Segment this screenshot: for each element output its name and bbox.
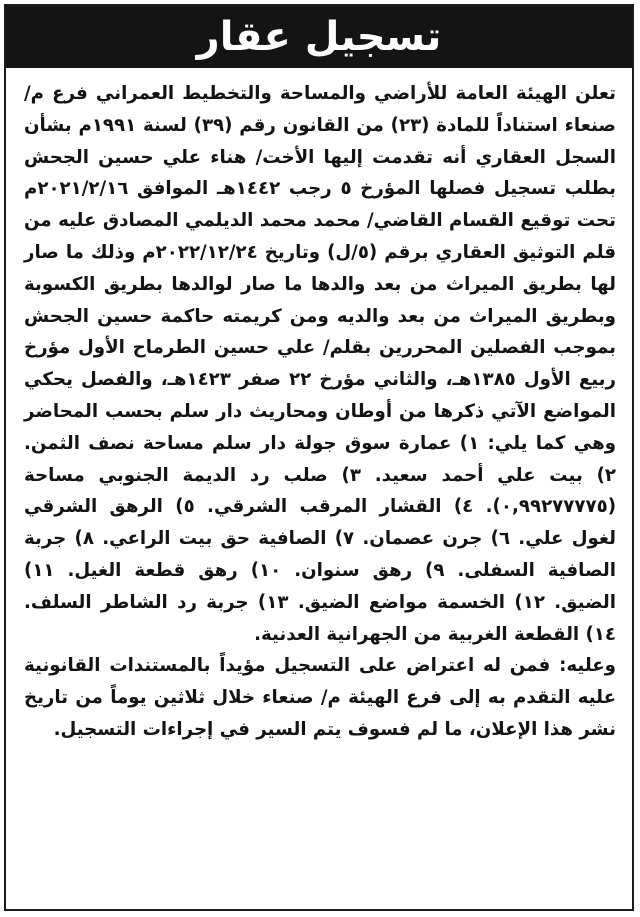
- notice-title: تسجيل عقار: [6, 6, 632, 68]
- property-registration-notice: [4, 4, 634, 911]
- notice-paragraph-main: تعلن الهيئة العامة للأراضي والمساحة والتخطيط العمراني فرع م/ صنعاء استناداً للمادة (٢٣) من القانون رقم (٣٩) لسنة ١٩٩١م بشأن السجل العقاري أنه تقدمت إليها الأخت/ هناء علي حسين الجحش بطلب تسجيل فصلها المؤرخ ٥ رجب ١٤٤٢هـ الموافق ٢٠٢١/٢/١٦م تحت توقيع القسام القاضي/ محمد محمد الديلمي المصادق عليه من قلم التوثيق العقاري برقم (٥/ل) وتاريخ ٢٠٢٢/١٢/٢٤م وذلك ما صار لها بطريق الميراث من بعد والدها ما صار لوالدها بطريق الكسوبة وبطريق الميراث من بعد والديه ومن كريمته حاكمة حسين الجحش بموجب الفصلين المحررين بقلم/ علي حسين الطرماح الأول مؤرخ ربيع الأول ١٣٨٥هـ، والثاني مؤرخ ٢٢ صفر ١٤٢٣هـ، والفصل يحكي المواضع الآتي ذكرها من أوطان ومحاريث دار سلم بحسب المحاضر وهي كما يلي: ١) عمارة سوق جولة دار سلم مساحة نصف الثمن. ٢) بيت علي أحمد سعيد. ٣) صلب رد الديمة الجنوبي مساحة (٠,٩٩٢٧٧٧٧٥). ٤) القشار المرقب الشرقي. ٥) الرهق الشرقي لغول علي. ٦) جرن عصمان. ٧) الصافية حق بيت الراعي. ٨) جربة الصافية السفلى. ٩) رهق سنوان. ١٠) رهق قطعة الغيل. ١١) الضيق. ١٢) الخسمة مواضع الضيق. ١٣) جربة رد الشاطر السلف. ١٤) القطعة الغربية من الجهرانية العدنية.: [24, 83, 617, 645]
- notice-paragraph-objection: وعليه: فمن له اعتراض على التسجيل مؤيداً بالمستندات القانونية عليه التقدم به إلى فرع الهيئة م/ صنعاء خلال ثلاثين يوماً من تاريخ نشر هذا الإعلان، ما لم فسوف يتم السير في إجراءات التسجيل.: [24, 655, 616, 740]
- notice-body: [24, 78, 616, 746]
